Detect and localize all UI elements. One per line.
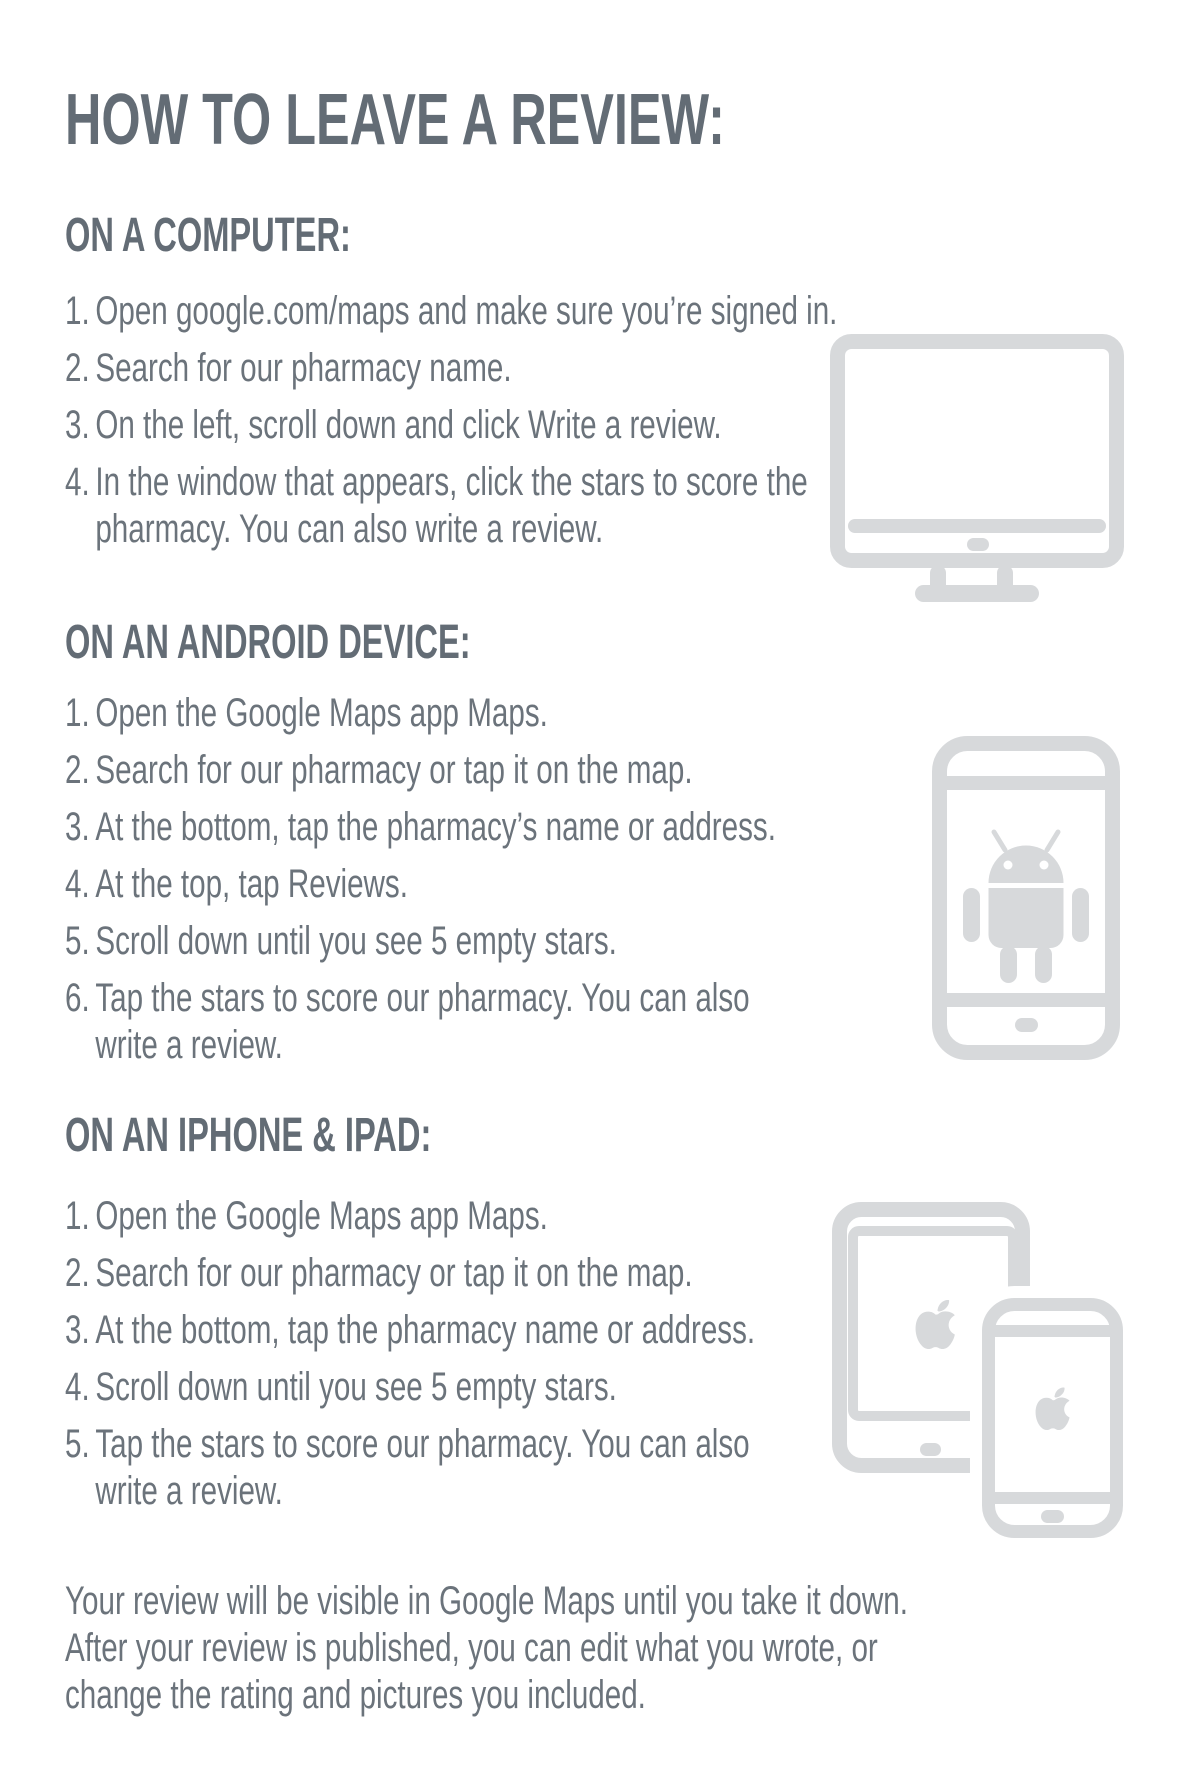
item-line: Tap the stars to score our pharmacy. You can also <box>95 976 750 1020</box>
android-steps-list <box>65 690 1026 1079</box>
item-line: Search for our pharmacy name. <box>95 346 512 390</box>
list-item <box>65 288 1109 335</box>
item-number: 5. <box>65 919 90 963</box>
item-number: 3. <box>65 403 90 447</box>
item-number: 3. <box>65 1308 90 1352</box>
item-number: 2. <box>65 1251 90 1295</box>
list-item <box>65 690 1026 737</box>
list-item <box>65 1307 998 1354</box>
list-item <box>65 1421 998 1515</box>
item-line: Search for our pharmacy or tap it on the map. <box>95 1251 693 1295</box>
item-line: write a review. <box>95 1469 283 1513</box>
section-heading-computer <box>65 209 485 262</box>
list-item <box>65 1250 998 1297</box>
section-heading-android <box>65 616 661 669</box>
item-number: 4. <box>65 862 90 906</box>
footer-line: After your review is published, you can edit what you wrote, or <box>65 1626 878 1670</box>
item-line: At the bottom, tap the pharmacy name or address. <box>95 1308 756 1352</box>
item-number: 4. <box>65 460 90 504</box>
item-line: Scroll down until you see 5 empty stars. <box>95 1365 617 1409</box>
item-line: At the bottom, tap the pharmacy’s name or address. <box>95 805 776 849</box>
item-line: pharmacy. You can also write a review. <box>95 507 604 551</box>
list-item <box>65 1364 998 1411</box>
item-line: Open google.com/maps and make sure you’re signed in. <box>95 289 838 333</box>
list-item <box>65 804 1026 851</box>
section-heading-iphone-ipad <box>65 1109 604 1162</box>
item-line: Open the Google Maps app Maps. <box>95 1194 548 1238</box>
footer-line: Your review will be visible in Google Maps until you take it down. <box>65 1579 908 1623</box>
item-number: 2. <box>65 748 90 792</box>
item-number: 4. <box>65 1365 90 1409</box>
item-line: On the left, scroll down and click Write a review. <box>95 403 722 447</box>
item-line: Search for our pharmacy or tap it on the map. <box>95 748 693 792</box>
list-item <box>65 402 1109 449</box>
item-number: 2. <box>65 346 90 390</box>
item-line: Scroll down until you see 5 empty stars. <box>95 919 617 963</box>
computer-steps-list <box>65 288 1109 563</box>
item-number: 6. <box>65 976 90 1020</box>
item-line: write a review. <box>95 1023 283 1067</box>
list-item <box>65 975 1026 1069</box>
item-number: 1. <box>65 1194 90 1238</box>
section-heading-text: ON A COMPUTER: <box>65 209 351 262</box>
item-number: 3. <box>65 805 90 849</box>
section-heading-text: ON AN ANDROID DEVICE: <box>65 616 471 669</box>
item-line: In the window that appears, click the stars to score the <box>95 460 808 504</box>
section-heading-text: ON AN IPHONE & IPAD: <box>65 1109 432 1162</box>
footer-line: change the rating and pictures you included. <box>65 1673 646 1717</box>
item-number: 1. <box>65 289 90 333</box>
list-item <box>65 747 1026 794</box>
list-item <box>65 861 1026 908</box>
page-title <box>65 80 1008 160</box>
iphone-ipad-steps-list <box>65 1193 998 1525</box>
list-item <box>65 1193 998 1240</box>
list-item <box>65 918 1026 965</box>
footer-note <box>65 1578 1192 1719</box>
item-number: 1. <box>65 691 90 735</box>
list-item <box>65 459 1109 553</box>
item-line: At the top, tap Reviews. <box>95 862 408 906</box>
page-title-text: HOW TO LEAVE A REVIEW: <box>65 80 725 160</box>
list-item <box>65 345 1109 392</box>
iphone-icon <box>989 1305 1117 1532</box>
item-line: Tap the stars to score our pharmacy. You can also <box>95 1422 750 1466</box>
item-number: 5. <box>65 1422 90 1466</box>
item-line: Open the Google Maps app Maps. <box>95 691 548 735</box>
